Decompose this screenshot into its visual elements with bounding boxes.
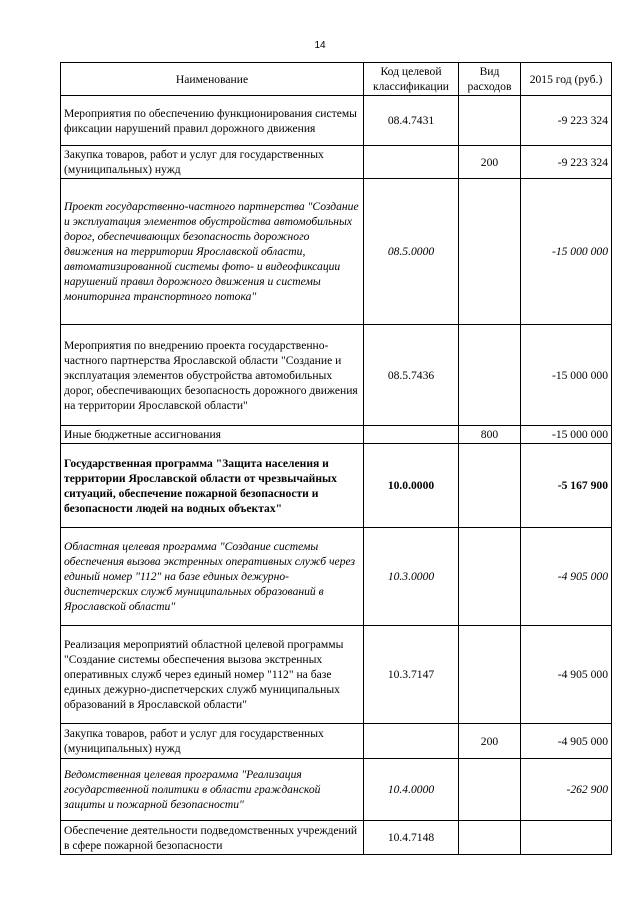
table-row	[61, 444, 612, 528]
row-type	[459, 528, 521, 626]
row-code: 10.3.0000	[364, 528, 459, 626]
header-sum: 2015 год (руб.)	[521, 63, 612, 96]
table-row	[61, 179, 612, 325]
row-sum: -4 905 000	[521, 528, 612, 626]
page-number: 14	[314, 40, 326, 51]
row-sum: -4 905 000	[521, 724, 612, 759]
row-code: 08.5.7436	[364, 325, 459, 426]
row-type: 200	[459, 146, 521, 179]
row-type	[459, 444, 521, 528]
row-sum: -15 000 000	[521, 325, 612, 426]
row-name: Реализация мероприятий областной целевой программы "Создание системы обеспечения вызова экстренных оперативных служб через единый номер "112" на базе единых дежурно-диспетчерских служб муниципальных образований в Ярославской области"	[61, 626, 364, 724]
row-name: Обеспечение деятельности подведомственных учреждений в сфере пожарной безопасности	[61, 821, 364, 855]
row-code	[364, 146, 459, 179]
row-sum: -5 167 900	[521, 444, 612, 528]
table-row	[61, 821, 612, 855]
row-sum: -4 905 000	[521, 626, 612, 724]
row-name: Закупка товаров, работ и услуг для государственных (муниципальных) нужд	[61, 146, 364, 179]
table-row	[61, 96, 612, 146]
row-code: 08.4.7431	[364, 96, 459, 146]
row-name: Закупка товаров, работ и услуг для государственных (муниципальных) нужд	[61, 724, 364, 759]
header-type: Вид расходов	[459, 63, 521, 96]
row-type	[459, 179, 521, 325]
row-sum: -262 900	[521, 759, 612, 821]
row-sum	[521, 821, 612, 855]
table-row	[61, 626, 612, 724]
row-sum: -9 223 324	[521, 146, 612, 179]
row-type	[459, 325, 521, 426]
row-name: Мероприятия по обеспечению функционирования системы фиксации нарушений правил дорожного движения	[61, 96, 364, 146]
row-type	[459, 821, 521, 855]
row-type	[459, 626, 521, 724]
row-name: Проект государственно-частного партнерства "Создание и эксплуатация элементов обустройства автомобильных дорог, обеспечивающих безопасность дорожного движения на территории Ярославской области, автоматизированной системы фото- и видеофиксации нарушений правил дорожного движения и системы мониторинга транспортного потока"	[61, 179, 364, 325]
row-type	[459, 96, 521, 146]
header-name: Наименование	[61, 63, 364, 96]
row-name: Мероприятия по внедрению проекта государственно-частного партнерства Ярославской области "Создание и эксплуатация элементов обустройства автомобильных дорог, обеспечивающих безопасность дорожного движения на территории Ярославской области"	[61, 325, 364, 426]
row-sum: -15 000 000	[521, 179, 612, 325]
row-name: Ведомственная целевая программа "Реализация государственной политики в области гражданской защиты и пожарной безопасности"	[61, 759, 364, 821]
row-code	[364, 426, 459, 444]
table-row	[61, 724, 612, 759]
row-code: 08.5.0000	[364, 179, 459, 325]
row-code: 10.4.7148	[364, 821, 459, 855]
table-row	[61, 325, 612, 426]
row-code: 10.0.0000	[364, 444, 459, 528]
table-row	[61, 146, 612, 179]
table-row	[61, 759, 612, 821]
row-type: 200	[459, 724, 521, 759]
table-header-row	[61, 63, 612, 96]
row-sum: -15 000 000	[521, 426, 612, 444]
row-type: 800	[459, 426, 521, 444]
row-type	[459, 759, 521, 821]
row-name: Иные бюджетные ассигнования	[61, 426, 364, 444]
row-name: Областная целевая программа "Создание системы обеспечения вызова экстренных оперативных служб через единый номер "112" на базе единых дежурно-диспетчерских служб муниципальных образований в Ярославской области"	[61, 528, 364, 626]
row-code: 10.4.0000	[364, 759, 459, 821]
row-code	[364, 724, 459, 759]
table-row	[61, 528, 612, 626]
row-name: Государственная программа "Защита населения и территории Ярославской области от чрезвычайных ситуаций, обеспечение пожарной безопасности и безопасности людей на водных объектах"	[61, 444, 364, 528]
table-row	[61, 426, 612, 444]
row-sum: -9 223 324	[521, 96, 612, 146]
row-code: 10.3.7147	[364, 626, 459, 724]
header-code: Код целевой классификации	[364, 63, 459, 96]
budget-table	[60, 62, 612, 855]
